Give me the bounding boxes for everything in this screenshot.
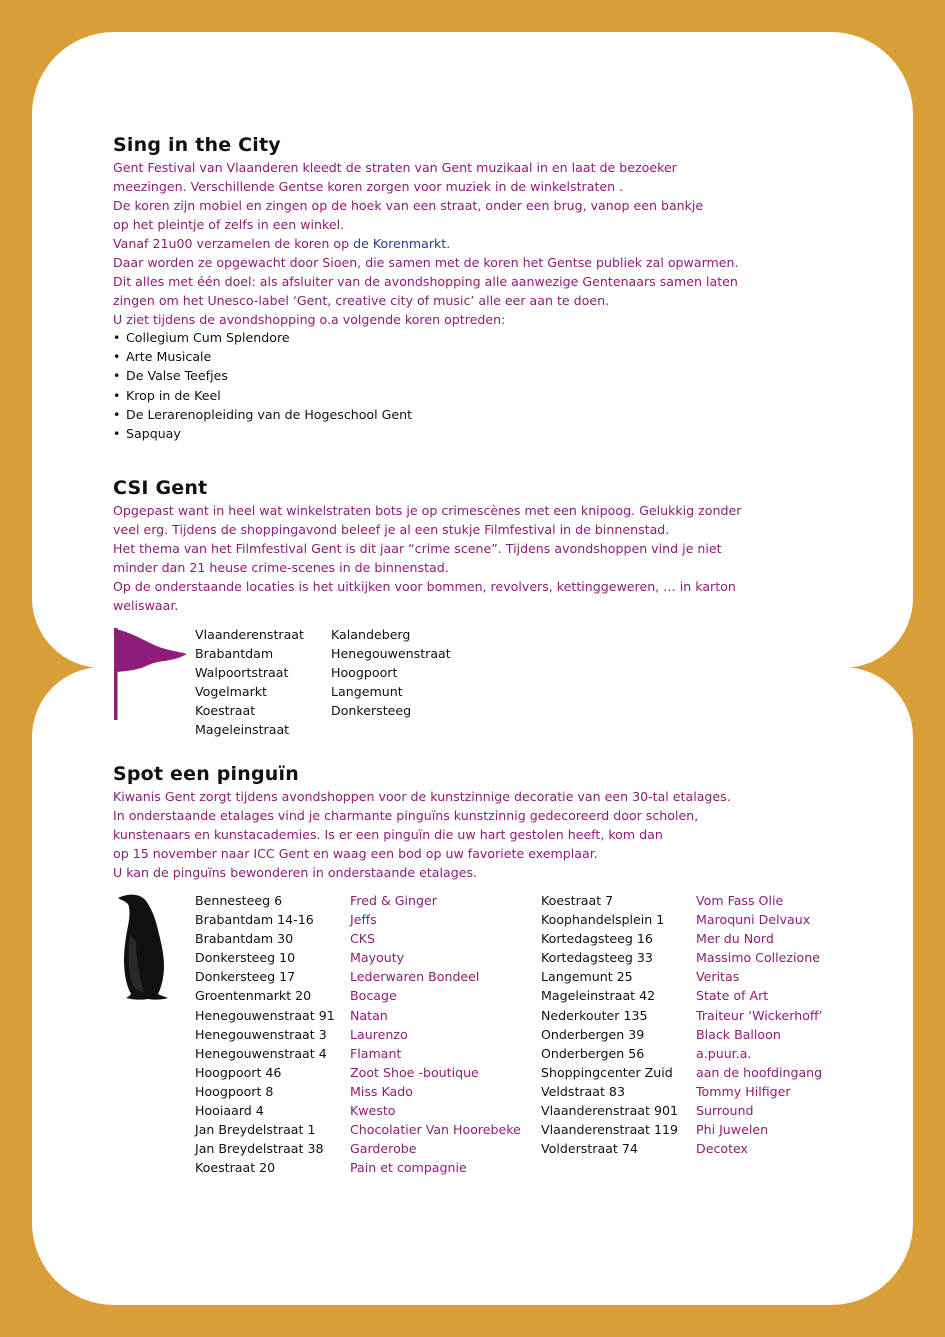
csi-line: veel erg. Tijdens de shoppingavond beleef je al een stukje Filmfestival in de binnenstad.: [113, 522, 670, 537]
choir-item: • Collegium Cum Splendore: [113, 328, 412, 347]
csi-location: Vlaanderenstraat: [195, 627, 304, 642]
penguin-shops-col1: [350, 891, 521, 1177]
csi-location: Donkersteeg: [331, 703, 412, 719]
penguin-address: Koophandelsplein 1: [541, 912, 665, 928]
penguin-address: Jan Breydelstraat 1: [195, 1122, 316, 1138]
penguin-shop: Fred & Ginger: [350, 893, 437, 908]
choir-item: • De Lerarenopleiding van de Hogeschool Gent: [113, 405, 412, 424]
penguin-address: Bennesteeg 6: [195, 893, 283, 908]
sing-vanaf-prefix: Vanaf 21u00 verzamelen de koren op: [113, 236, 354, 251]
sing-line: Daar worden ze opgewacht door Sioen, die samen met de koren het Gentse publiek zal opwarmen.: [113, 255, 739, 270]
penguin-shop: Natan: [350, 1007, 388, 1023]
csi-location: Kalandeberg: [331, 627, 411, 642]
penguin-address: Vlaanderenstraat 901: [541, 1103, 678, 1119]
penguin-address: Brabantdam 14-16: [195, 912, 314, 928]
penguin-addresses-col1: [195, 891, 335, 1177]
penguin-shop: Zoot Shoe -boutique: [350, 1064, 479, 1080]
penguin-address: Donkersteeg 10: [195, 950, 296, 966]
penguin-line: In onderstaande etalages vind je charmante pinguïns kunstzinnig gedecoreerd door scholen,: [113, 808, 699, 823]
csi-intro: [113, 501, 741, 615]
csi-line: minder dan 21 heuse crime-scenes in de binnenstad.: [113, 560, 449, 575]
csi-location: Vogelmarkt: [195, 684, 267, 700]
penguin-shop: State of Art: [696, 988, 769, 1004]
penguin-address: Jan Breydelstraat 38: [195, 1141, 324, 1157]
section-title-penguin: Spot een pinguïn: [113, 763, 299, 785]
penguin-address: Koestraat 7: [541, 893, 614, 908]
penguin-shop: CKS: [350, 931, 376, 947]
choir-item: • Arte Musicale: [113, 347, 412, 366]
csi-location: Brabantdam: [195, 646, 274, 662]
csi-location: Langemunt: [331, 684, 403, 700]
penguin-shop: Phi Juwelen: [696, 1122, 769, 1138]
penguin-shops-col2: [696, 891, 823, 1158]
penguin-address: Onderbergen 56: [541, 1045, 645, 1061]
penguin-shop: aan de hoofdingang: [696, 1064, 823, 1080]
penguin-address: Kortedagsteeg 33: [541, 950, 653, 966]
sing-line: Gent Festival van Vlaanderen kleedt de straten van Gent muzikaal in en laat de bezoeker: [113, 160, 677, 175]
penguin-address: Henegouwenstraat 3: [195, 1026, 327, 1042]
csi-line: weliswaar.: [113, 598, 179, 613]
section-title-sing: Sing in the City: [113, 134, 281, 156]
penguin-shop: Mer du Nord: [696, 931, 774, 947]
sing-line: zingen om het Unesco-label ‘Gent, creative city of music’ alle eer aan te doen.: [113, 293, 610, 308]
penguin-address: Onderbergen 39: [541, 1026, 645, 1042]
penguin-shop: a.puur.a.: [696, 1045, 752, 1061]
penguin-addresses-col2: [541, 891, 678, 1158]
sing-line: op het pleintje of zelfs in een winkel.: [113, 217, 345, 232]
penguin-shop: Black Balloon: [696, 1026, 781, 1042]
section-title-csi: CSI Gent: [113, 477, 208, 499]
choir-item: • Krop in de Keel: [113, 386, 412, 405]
penguin-shop: Bocage: [350, 988, 397, 1004]
penguin-shop: Vom Fass Olie: [696, 893, 784, 908]
penguin-shop: Flamant: [350, 1045, 402, 1061]
penguin-shop: Lederwaren Bondeel: [350, 969, 480, 985]
korenmarkt-link[interactable]: de Korenmarkt: [353, 236, 447, 251]
penguin-shop: Miss Kado: [350, 1083, 413, 1099]
penguin-address: Kortedagsteeg 16: [541, 931, 653, 947]
penguin-address: Nederkouter 135: [541, 1007, 648, 1023]
csi-line: Het thema van het Filmfestival Gent is dit jaar “crime scene”. Tijdens avondshoppen vind je niet: [113, 541, 722, 556]
sing-line: U ziet tijdens de avondshopping o.a volgende koren optreden:: [113, 312, 506, 327]
penguin-address: Brabantdam 30: [195, 931, 294, 947]
penguin-line: op 15 november naar ICC Gent en waag een bod op uw favoriete exemplaar.: [113, 846, 598, 861]
sing-line: meezingen. Verschillende Gentse koren zorgen voor muziek in de winkelstraten .: [113, 179, 624, 194]
csi-location: Mageleinstraat: [195, 722, 290, 738]
penguin-address: Henegouwenstraat 91: [195, 1007, 335, 1023]
csi-location: Walpoortstraat: [195, 665, 289, 681]
penguin-line: U kan de pinguïns bewonderen in onderstaande etalages.: [113, 865, 478, 880]
csi-location: Koestraat: [195, 703, 256, 719]
penguin-address: Hooiaard 4: [195, 1103, 264, 1119]
penguin-address: Koestraat 20: [195, 1160, 276, 1176]
sing-line: De koren zijn mobiel en zingen op de hoek van een straat, onder een brug, vanop een bankje: [113, 198, 704, 213]
sing-vanaf-suffix: .: [446, 236, 451, 251]
penguin-shop: Massimo Collezione: [696, 950, 820, 966]
penguin-address: Langemunt 25: [541, 969, 633, 985]
penguin-address: Shoppingcenter Zuid: [541, 1064, 673, 1080]
penguin-address: Henegouwenstraat 4: [195, 1045, 327, 1061]
penguin-shop: Maroquni Delvaux: [696, 912, 811, 928]
csi-locations-col2: [331, 625, 451, 720]
penguin-shop: Pain et compagnie: [350, 1160, 467, 1176]
csi-location: Henegouwenstraat: [331, 646, 451, 662]
sing-line-vanaf: [113, 234, 739, 253]
sing-line: Dit alles met één doel: als afsluiter van de avondshopping alle aanwezige Gentenaars samen laten: [113, 274, 738, 289]
penguin-address: Hoogpoort 8: [195, 1083, 274, 1099]
csi-location: Hoogpoort: [331, 665, 398, 681]
penguin-shop: Chocolatier Van Hoorebeke: [350, 1122, 521, 1138]
csi-line: Op de onderstaande locaties is het uitkijken voor bommen, revolvers, kettinggeweren, … in karton: [113, 579, 736, 594]
penguin-shop: Garderobe: [350, 1141, 417, 1157]
choir-list: [113, 328, 412, 443]
penguin-address: Volderstraat 74: [541, 1141, 638, 1157]
csi-line: Opgepast want in heel wat winkelstraten bots je op crimescènes met een knipoog. Gelukkig zonder: [113, 503, 742, 518]
penguin-line: Kiwanis Gent zorgt tijdens avondshoppen voor de kunstzinnige decoratie van een 30-tal etalages.: [113, 789, 731, 804]
penguin-shop: Tommy Hilfiger: [696, 1083, 791, 1099]
penguin-address: Veldstraat 83: [541, 1083, 625, 1099]
penguin-shop: Veritas: [696, 969, 740, 985]
csi-locations-col1: [195, 625, 304, 740]
flag-icon: [110, 626, 190, 722]
penguin-address: Groentenmarkt 20: [195, 988, 312, 1004]
penguin-address: Donkersteeg 17: [195, 969, 296, 985]
penguin-address: Hoogpoort 46: [195, 1064, 282, 1080]
penguin-address: Mageleinstraat 42: [541, 988, 656, 1004]
penguin-intro: [113, 787, 731, 882]
penguin-address: Vlaanderenstraat 119: [541, 1122, 678, 1138]
choir-item: • De Valse Teefjes: [113, 366, 412, 385]
penguin-icon: [116, 894, 172, 1002]
choir-item: • Sapquay: [113, 424, 412, 443]
penguin-shop: Kwesto: [350, 1103, 396, 1119]
penguin-shop: Jeffs: [350, 912, 377, 928]
penguin-shop: Laurenzo: [350, 1026, 408, 1042]
penguin-shop: Traiteur ‘Wickerhoff’: [696, 1007, 823, 1023]
sing-intro: [113, 158, 739, 329]
penguin-shop: Mayouty: [350, 950, 405, 966]
penguin-shop: Decotex: [696, 1141, 748, 1157]
penguin-shop: Surround: [696, 1103, 754, 1119]
penguin-line: kunstenaars en kunstacademies. Is er een pinguïn die uw hart gestolen heeft, kom dan: [113, 827, 663, 842]
